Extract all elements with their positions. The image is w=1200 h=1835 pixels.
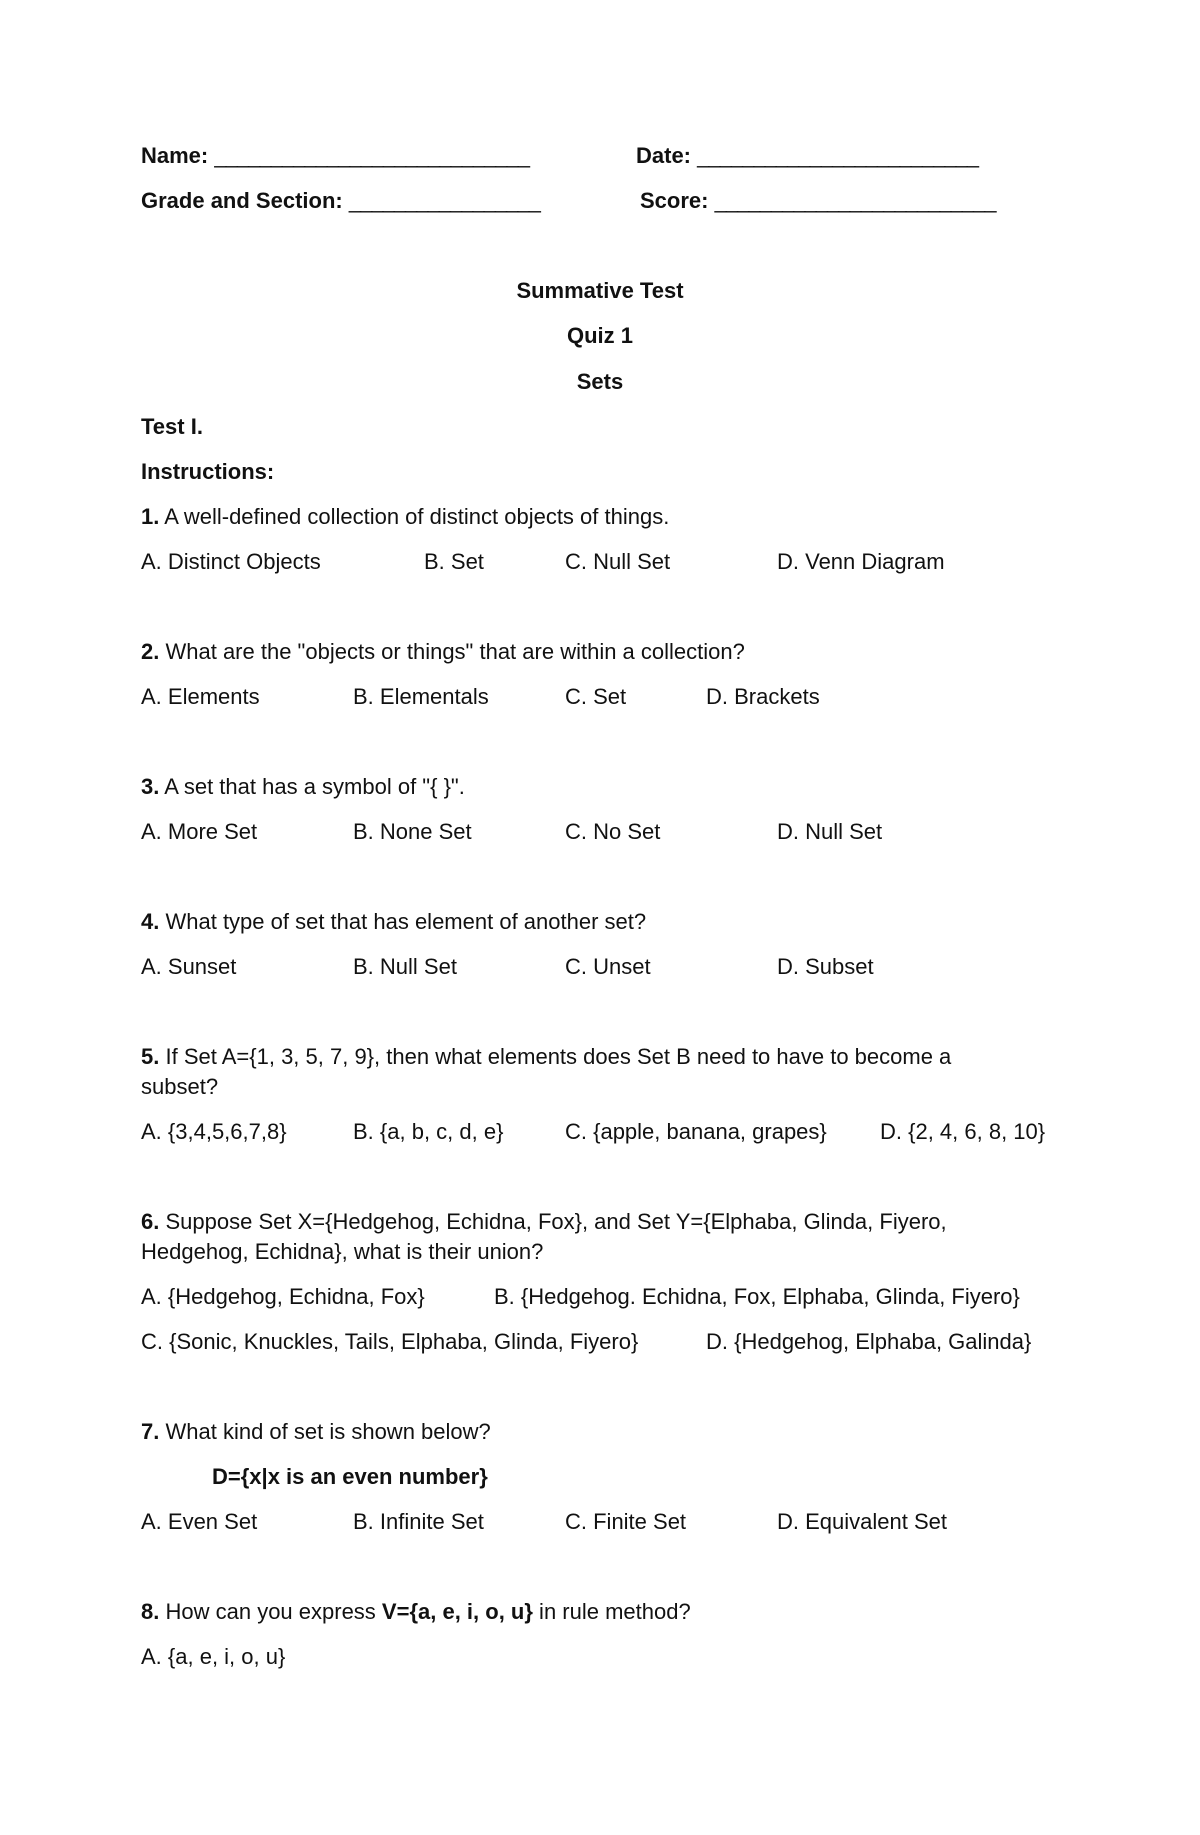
question-number: 6. [141,1209,160,1234]
choice-7d[interactable]: D. Equivalent Set [777,1509,947,1534]
choice-2c[interactable]: C. Set [565,684,627,709]
question-text: A well-defined collection of distinct objects of things. [164,504,670,529]
name-label: Name: [141,143,209,168]
question-text-after: in rule method? [532,1599,691,1624]
instructions-label: Instructions: [141,459,275,484]
question-text: What are the "objects or things" that are within a collection? [165,639,745,664]
choice-8a[interactable]: A. {a, e, i, o, u} [141,1644,286,1669]
test-label: Test I. [141,414,203,439]
question-5 [141,1046,951,1068]
grade-section-blank[interactable]: _________________ [348,188,540,213]
question-7 [141,1421,491,1443]
question-text-expression: V={a, e, i, o, u} [381,1599,533,1624]
title-quiz: Quiz 1 [566,323,633,348]
date-blank[interactable]: _________________________ [697,143,979,168]
question-text: A set that has a symbol of "{ }". [164,774,465,799]
choice-4b[interactable]: B. Null Set [353,954,457,979]
question-number: 3. [141,774,160,799]
question-number: 8. [141,1599,160,1624]
name-blank[interactable]: ____________________________ [214,143,529,168]
question-8 [141,1601,691,1623]
question-text: What type of set that has element of another set? [165,909,647,934]
choice-6c[interactable]: C. {Sonic, Knuckles, Tails, Elphaba, Glinda, Fiyero} [141,1329,639,1354]
set-builder-expression: D={x|x is an even number} [212,1464,488,1489]
choice-2a[interactable]: A. Elements [141,684,260,709]
date-field [636,145,978,167]
score-blank[interactable]: _________________________ [714,188,996,213]
choice-1a[interactable]: A. Distinct Objects [141,549,321,574]
title-sets: Sets [576,369,624,394]
score-label: Score: [640,188,709,213]
score-field [640,190,996,212]
name-field [141,145,529,167]
choice-3d[interactable]: D. Null Set [777,819,883,844]
choice-6a[interactable]: A. {Hedgehog, Echidna, Fox} [141,1284,425,1309]
question-3 [141,776,465,798]
choice-5a[interactable]: A. {3,4,5,6,7,8} [141,1119,287,1144]
choice-2b[interactable]: B. Elementals [353,684,489,709]
title-summative-test: Summative Test [516,278,684,303]
question-text-line1: If Set A={1, 3, 5, 7, 9}, then what elements does Set B need to have to become a [165,1044,952,1069]
question-number: 2. [141,639,160,664]
question-number: 5. [141,1044,160,1069]
choice-7c[interactable]: C. Finite Set [565,1509,687,1534]
date-label: Date: [636,143,692,168]
choice-4c[interactable]: C. Unset [565,954,651,979]
choice-1b[interactable]: B. Set [424,549,484,574]
choice-6b[interactable]: B. {Hedgehog. Echidna, Fox, Elphaba, Glinda, Fiyero} [494,1284,1020,1309]
choice-3c[interactable]: C. No Set [565,819,661,844]
question-5-text-line2: subset? [141,1074,219,1099]
choice-5b[interactable]: B. {a, b, c, d, e} [353,1119,504,1144]
question-6-text-line2: Hedgehog, Echidna}, what is their union? [141,1239,544,1264]
choice-4a[interactable]: A. Sunset [141,954,237,979]
question-1 [141,506,669,528]
grade-section-field [141,190,540,212]
choice-7b[interactable]: B. Infinite Set [353,1509,484,1534]
question-text: What kind of set is shown below? [165,1419,491,1444]
choice-3b[interactable]: B. None Set [353,819,472,844]
choice-1c[interactable]: C. Null Set [565,549,671,574]
question-text-line1: Suppose Set X={Hedgehog, Echidna, Fox}, and Set Y={Elphaba, Glinda, Fiyero, [165,1209,947,1234]
question-number: 7. [141,1419,160,1444]
choice-4d[interactable]: D. Subset [777,954,874,979]
grade-section-label: Grade and Section: [141,188,343,213]
choice-7a[interactable]: A. Even Set [141,1509,258,1534]
choice-6d[interactable]: D. {Hedgehog, Elphaba, Galinda} [706,1329,1032,1354]
choice-5d[interactable]: D. {2, 4, 6, 8, 10} [880,1119,1046,1144]
question-number: 4. [141,909,160,934]
question-6 [141,1211,947,1233]
choice-2d[interactable]: D. Brackets [706,684,820,709]
choice-1d[interactable]: D. Venn Diagram [777,549,945,574]
question-4 [141,911,646,933]
question-number: 1. [141,504,160,529]
question-text-before: How can you express [165,1599,382,1624]
question-2 [141,641,745,663]
choice-3a[interactable]: A. More Set [141,819,258,844]
choice-5c[interactable]: C. {apple, banana, grapes} [565,1119,827,1144]
